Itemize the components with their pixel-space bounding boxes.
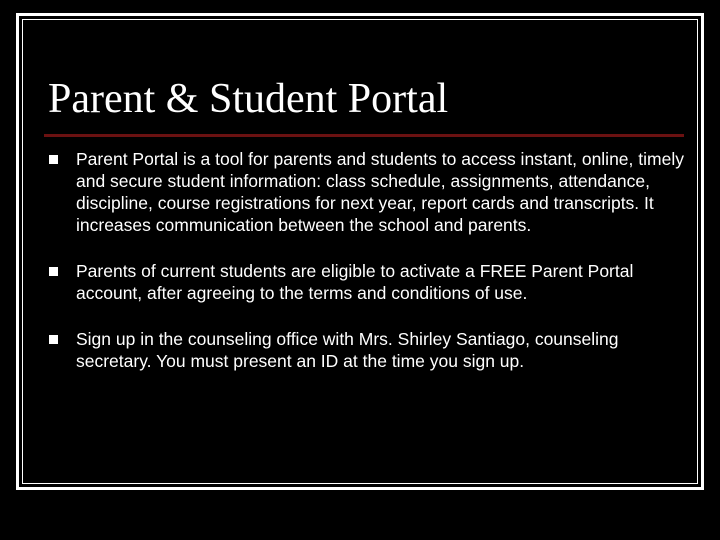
title-divider	[44, 134, 684, 137]
bullet-text: Sign up in the counseling office with Mrs. Shirley Santiago, counseling secretary. You must present an ID at the time you sign up.	[76, 329, 619, 371]
bullet-item	[46, 328, 686, 372]
slide-title: Parent & Student Portal	[48, 76, 449, 122]
square-bullet-icon	[49, 267, 58, 276]
bullet-item	[46, 148, 686, 236]
square-bullet-icon	[49, 335, 58, 344]
bullet-text: Parents of current students are eligible to activate a FREE Parent Portal account, after agreeing to the terms and conditions of use.	[76, 261, 634, 303]
bullet-item	[46, 260, 686, 304]
bullet-text: Parent Portal is a tool for parents and students to access instant, online, timely and secure student information: class schedule, assignments, attendance, discipline, course registrations for next year, report cards and transcripts. It increases communication between the school and parents.	[76, 149, 684, 235]
bullet-list	[46, 148, 686, 396]
square-bullet-icon	[49, 155, 58, 164]
